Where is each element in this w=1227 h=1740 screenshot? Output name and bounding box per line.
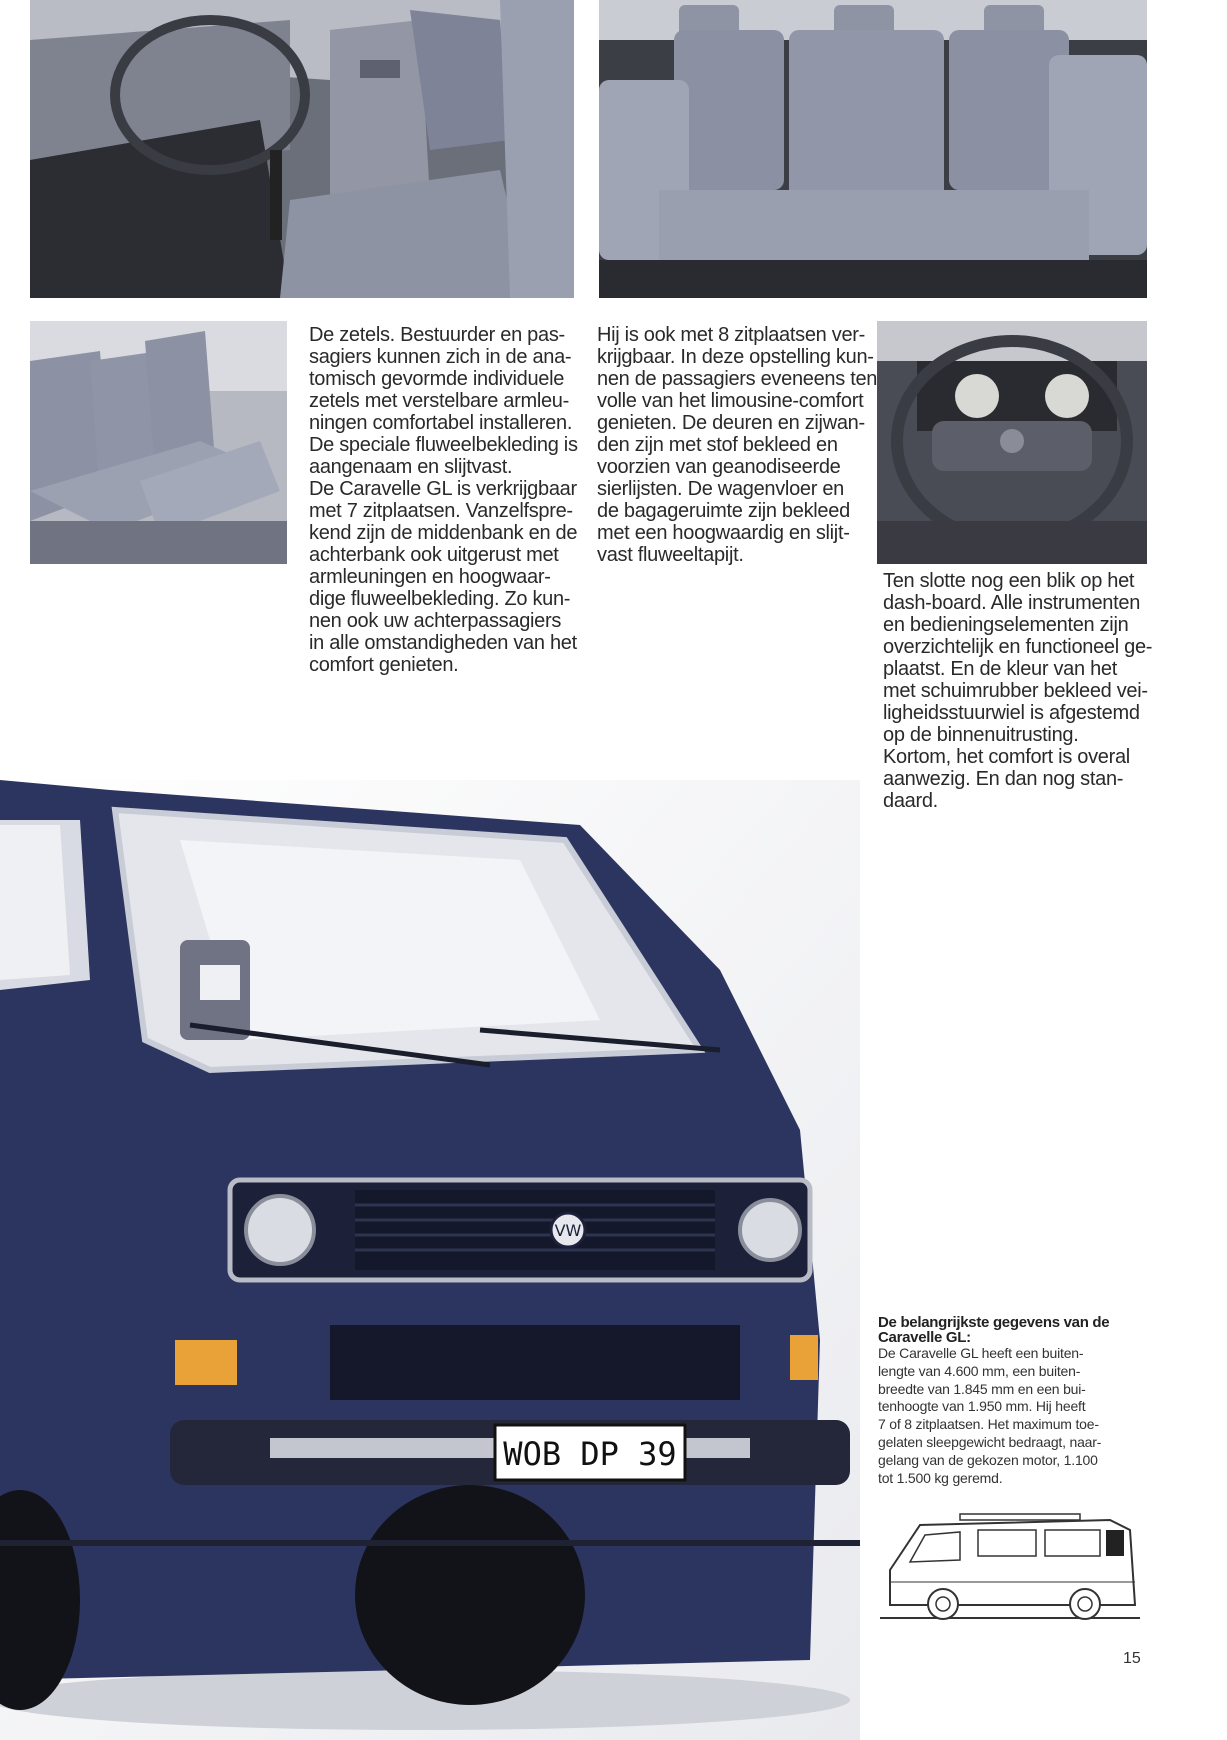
spec-line: lengte van 4.600 mm, een buiten- [878, 1362, 1081, 1379]
paragraph-line: met schuimrubber bekleed vei- [883, 680, 1148, 702]
paragraph-line: krijgbaar. In deze opstelling kun- [597, 346, 874, 368]
text-column-dashboard [883, 570, 1168, 812]
specifications-box [878, 1315, 1158, 1487]
paragraph-line: daard. [883, 790, 938, 812]
vw-logo-text: VW [554, 1221, 582, 1240]
heading-line: De belangrijkste gegevens van de [878, 1314, 1110, 1331]
text-column-seats [309, 324, 589, 676]
license-plate-text: WOB DP 39 [503, 1435, 677, 1473]
van-side-drawing [880, 1510, 1140, 1622]
photo-driver-seats [30, 0, 574, 298]
paragraph-line: op de binnenuitrusting. [883, 724, 1079, 746]
paragraph-line: aanwezig. En dan nog stan- [883, 768, 1124, 790]
spec-line: De Caravelle GL heeft een buiten- [878, 1345, 1084, 1361]
paragraph-line: dige fluweelbekleding. Zo kun- [309, 588, 571, 610]
spec-line: gelaten sleepgewicht bedraagt, naar- [878, 1433, 1102, 1450]
paragraph-line: aangenaam en slijtvast. [309, 456, 513, 478]
paragraph-line: De zetels. Bestuurder en pas- [309, 324, 565, 346]
paragraph-line: overzichtelijk en functioneel ge- [883, 636, 1153, 658]
photo-van-front [0, 780, 860, 1740]
photo-rear-seats [599, 0, 1147, 298]
paragraph-line: met een hoogwaardig en slijt- [597, 522, 850, 544]
paragraph-line: nen de passagiers eveneens ten [597, 368, 878, 390]
paragraph-line: comfort genieten. [309, 654, 459, 676]
paragraph-line: Ten slotte nog een blik op het [883, 570, 1135, 592]
paragraph-line: De Caravelle GL is verkrijgbaar [309, 478, 577, 500]
spec-line: 7 of 8 zitplaatsen. Het maximum toe- [878, 1416, 1099, 1433]
paragraph-line: de bagageruimte zijn bekleed [597, 500, 850, 522]
spec-line: breedte van 1.845 mm en een bui- [878, 1380, 1086, 1397]
paragraph-line: sierlijsten. De wagenvloer en [597, 478, 844, 500]
specifications-heading [878, 1315, 1158, 1345]
paragraph-line: met 7 zitplaatsen. Vanzelfspre- [309, 500, 573, 522]
paragraph-line: volle van het limousine-comfort [597, 390, 864, 412]
paragraph-line: De speciale fluweelbekleding is [309, 434, 578, 456]
photo-seat-rows [30, 321, 287, 564]
paragraph-line: tomisch gevormde individuele [309, 368, 565, 390]
paragraph-line: achterbank ook uitgerust met [309, 544, 559, 566]
paragraph-line: en bedieningselementen zijn [883, 614, 1129, 636]
page-number: 15 [1123, 1650, 1141, 1667]
paragraph-line: ligheidsstuurwiel is afgestemd [883, 702, 1140, 724]
heading-line: Caravelle GL: [878, 1329, 971, 1346]
paragraph-line: armleuningen en hoogwaar- [309, 566, 551, 588]
paragraph-line: kend zijn de middenbank en de [309, 522, 578, 544]
paragraph-line: Kortom, het comfort is overal [883, 746, 1130, 768]
paragraph-line: vast fluweeltapijt. [597, 544, 744, 566]
paragraph-line: zetels met verstelbare armleu- [309, 390, 569, 412]
text-column-eight-seats [597, 324, 882, 566]
spec-line: tenhoogte van 1.950 mm. Hij heeft [878, 1398, 1086, 1415]
paragraph-line: plaatst. En de kleur van het [883, 658, 1117, 680]
paragraph-line: dash-board. Alle instrumenten [883, 592, 1141, 614]
paragraph-line: voorzien van geanodiseerde [597, 456, 841, 478]
photo-dashboard [877, 321, 1147, 564]
paragraph-line: den zijn met stof bekleed en [597, 434, 838, 456]
paragraph-line: sagiers kunnen zich in de ana- [309, 346, 572, 368]
paragraph-line: nen ook uw achterpassagiers [309, 610, 562, 632]
paragraph-line: ningen comfortabel installeren. [309, 412, 573, 434]
spec-line: gelang van de gekozen motor, 1.100 [878, 1451, 1098, 1468]
paragraph-line: genieten. De deuren en zijwan- [597, 412, 865, 434]
spec-line: tot 1.500 kg geremd. [878, 1469, 1003, 1486]
paragraph-line: in alle omstandigheden van het [309, 632, 577, 654]
paragraph-line: Hij is ook met 8 zitplaatsen ver- [597, 324, 865, 346]
